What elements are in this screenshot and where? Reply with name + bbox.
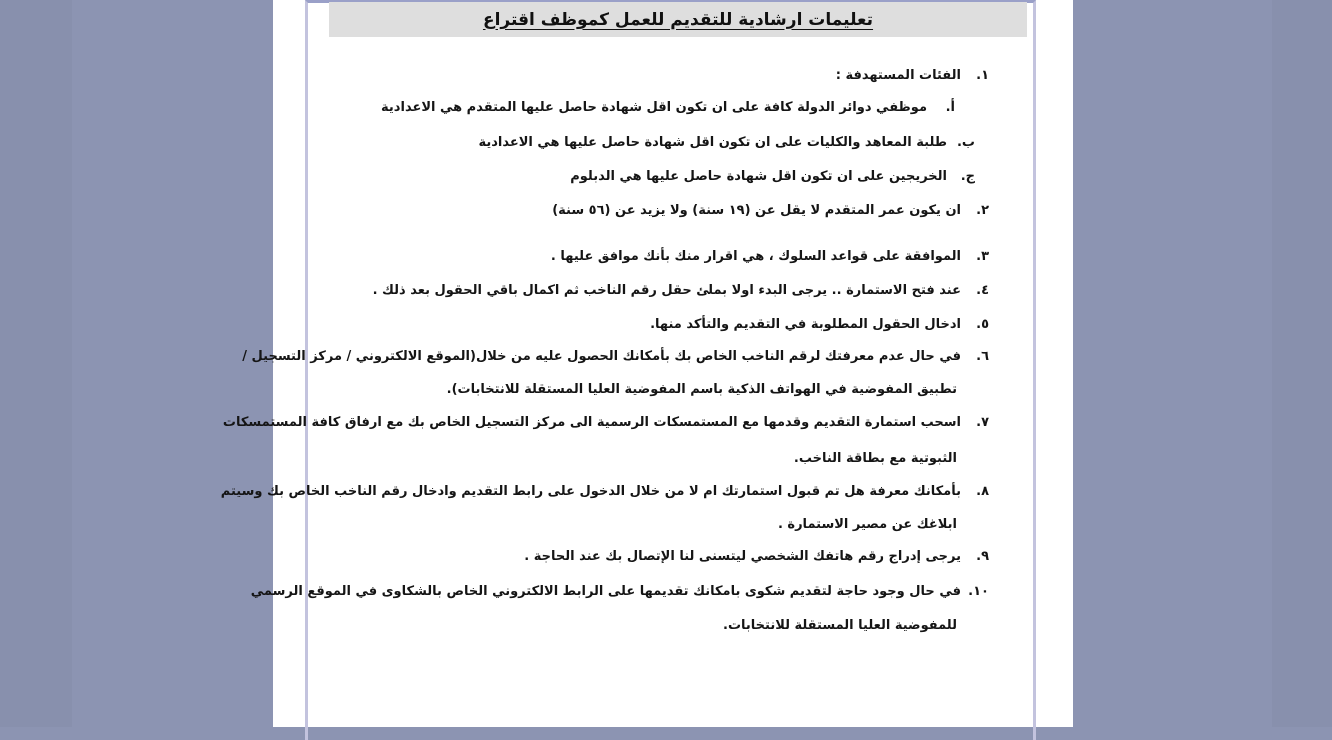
item-number: ٨. <box>976 484 989 499</box>
item-number: ٦. <box>976 349 989 364</box>
document-title: تعليمات ارشادية للتقديم للعمل كموظف اقتراع <box>482 9 874 30</box>
instruction-line <box>447 383 957 396</box>
item-number: ٧. <box>976 415 989 430</box>
instruction-text: الفئات المستهدفة : <box>835 68 961 83</box>
instruction-text: موظفي دوائر الدولة كافة على ان تكون اقل شهادة حاصل عليها المتقدم هي الاعدادية <box>381 100 927 115</box>
instruction-line <box>251 585 989 598</box>
instruction-text: الثبوتية مع بطاقة الناخب. <box>793 451 957 466</box>
item-number: ١. <box>976 68 989 83</box>
instruction-line <box>223 416 989 429</box>
item-number: ٣. <box>976 249 989 264</box>
instruction-line <box>570 170 975 183</box>
instruction-text: تطبيق المفوضية في الهواتف الذكية باسم المفوضية العليا المستقلة للانتخابات). <box>446 382 957 397</box>
title-bar <box>329 0 1027 37</box>
instruction-text: ان يكون عمر المتقدم لا يقل عن (١٩ سنة) ولا يزيد عن (٥٦ سنة) <box>552 203 961 218</box>
item-number: ٥. <box>976 317 989 332</box>
instruction-text: بأمكانك معرفة هل تم قبول استمارتك ام لا من خلال الدخول على رابط التقديم وادخال رقم الناخب الخاص بك وسيتم <box>220 484 961 499</box>
instruction-text: ابلاغك عن مصير الاستمارة . <box>777 517 957 532</box>
instruction-text: اسحب استمارة التقديم وقدمها مع المستمسكات الرسمية الى مركز التسجيل الخاص بك مع ارفاق كافة المستمسكات <box>222 415 961 430</box>
instruction-text: للمفوضية العليا المستقلة للانتخابات. <box>723 618 957 633</box>
instruction-text: في حال عدم معرفتك لرقم الناخب الخاص بك بأمكانك الحصول عليه من خلال(الموقع الالكتروني / مركز التسجيل / <box>242 349 961 364</box>
instruction-line <box>373 284 989 297</box>
item-number: ٢. <box>976 203 989 218</box>
instruction-line <box>794 452 957 465</box>
item-number: ٤. <box>976 283 989 298</box>
instruction-text: ادخال الحقول المطلوبة في التقديم والتأكد منها. <box>650 317 961 332</box>
instruction-text: طلبة المعاهد والكليات على ان تكون اقل شهادة حاصل عليها هي الاعدادية <box>478 135 947 150</box>
instruction-line <box>650 318 989 331</box>
item-number: ب. <box>956 135 975 150</box>
instruction-line <box>381 101 955 114</box>
instruction-line <box>478 136 975 149</box>
instruction-line <box>221 485 989 498</box>
instruction-line <box>551 250 989 263</box>
instruction-line <box>723 619 957 632</box>
instruction-line <box>242 350 989 363</box>
item-number: ١٠. <box>968 584 989 599</box>
instruction-text: في حال وجود حاجة لتقديم شكوى بامكانك تقديمها على الرابط الالكتروني الخاص بالشكاوى في الموقع الرسمي <box>250 584 961 599</box>
instruction-line <box>778 518 957 531</box>
instruction-line <box>836 69 989 82</box>
instruction-text: الخريجين على ان تكون اقل شهادة حاصل عليها هي الدبلوم <box>570 169 947 184</box>
instruction-text: عند فتح الاستمارة .. يرجى البدء اولا بملئ حقل رقم الناخب ثم اكمال باقي الحقول بعد ذلك . <box>372 283 961 298</box>
item-number: ج. <box>960 169 975 184</box>
instruction-text: يرجى إدراج رقم هاتفك الشخصي ليتسنى لنا الإتصال بك عند الحاجة . <box>524 549 961 564</box>
instruction-line <box>552 204 989 217</box>
instruction-line <box>524 550 989 563</box>
item-number: ٩. <box>976 549 989 564</box>
instruction-text: الموافقة على قواعد السلوك ، هي اقرار منك بأنك موافق عليها . <box>550 249 961 264</box>
item-number: أ. <box>945 100 955 115</box>
background-band-right <box>1272 0 1332 727</box>
background-band-left <box>0 0 72 727</box>
